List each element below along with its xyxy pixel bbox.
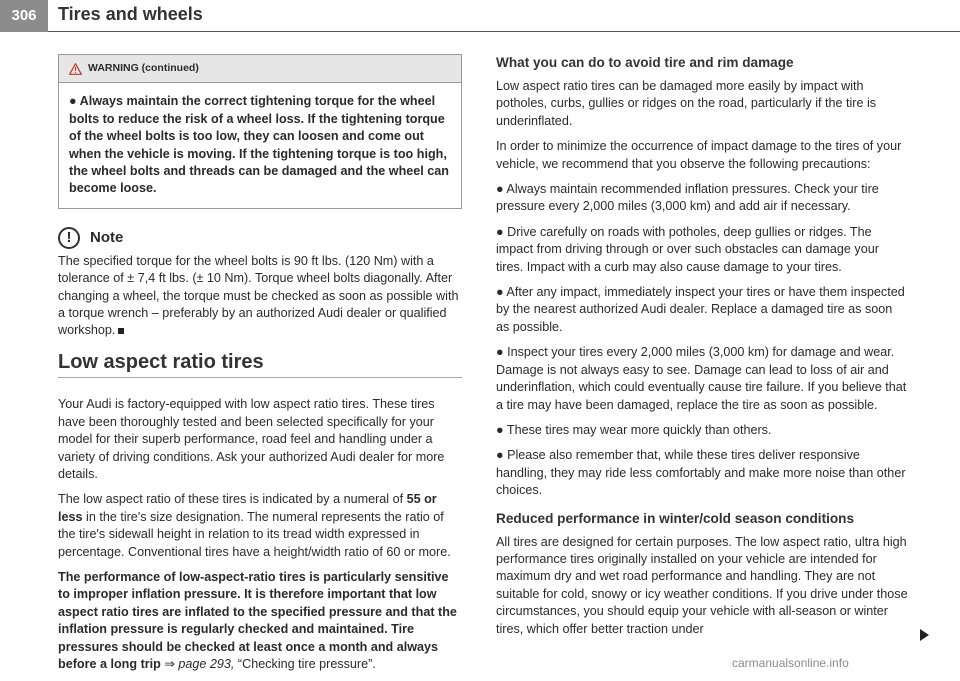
left-column (58, 54, 462, 681)
section-heading-low-aspect: Low aspect ratio tires (58, 354, 462, 378)
warning-triangle-icon (69, 63, 82, 75)
page-header (0, 0, 960, 34)
low-aspect-paragraph-3: The performance of low-aspect-ratio tires is particularly sensitive to improper inflation pressure. It is therefore important that low aspect ratio tires are inflated to the specified pressure and that the inflation pressure is regularly checked and maintained. Tire pressures should be checked at least once a month and always before a long trip ⇒ page 293, “Checking tire pressure”. (58, 569, 457, 671)
avoid-paragraph-2: In order to minimize the occurrence of impact damage to the tires of your vehicle, we recommend that you observe the following precautions: (496, 139, 902, 171)
low-aspect-paragraph-1: Your Audi is factory-equipped with low aspect ratio tires. These tires have been thoroughly tested and been selected specifically for your model for their superb performance, road feel and handling under a variety of driving conditions. Ask your authorized Audi dealer for more details. (58, 397, 445, 481)
note-text: The specified torque for the wheel bolts is 90 ft lbs. (120 Nm) with a tolerance of ± 7,4 ft lbs. (± 10 Nm). Torque wheel bolts diagonally. After changing a wheel, the torque must be checked as soon as possible with a torque wrench – preferably by an authorized Audi dealer or qualified workshop. (58, 253, 459, 338)
right-column (496, 54, 908, 646)
section-heading-avoid-damage: What you can do to avoid tire and rim damage (496, 55, 794, 70)
watermark: carmanualsonline.info (732, 656, 849, 670)
note-exclamation-icon: ! (58, 227, 80, 249)
low-aspect-paragraph-2: The low aspect ratio of these tires is indicated by a numeral of 55 or less in the tire's size designation. The numeral represents the ratio of the tire's sidewall height in relation to its tread width expressed in percentage. Conventional tires have a height/width ratio of 60 or more. (58, 492, 451, 559)
bullet-item: ● Inspect your tires every 2,000 miles (3,000 km) for damage and wear. Damage is not always easy to see. Damage can lead to loss of air and underinflation, which could eventually cause tire failure. If you believe that a tire may have been damaged, replace the tire as soon as possible. (496, 345, 907, 412)
warning-header (59, 55, 461, 83)
header-divider (48, 31, 960, 32)
page-reference-link[interactable]: ⇒ page 293, (160, 656, 235, 671)
note-label: Note (90, 229, 124, 247)
warning-body (59, 83, 461, 207)
bullet-item: ● These tires may wear more quickly than others. (496, 422, 772, 437)
bullet-item: ● Please also remember that, while these tires deliver responsive handling, they may ride less comfortably and make more noise than other choices. (496, 448, 906, 498)
chapter-title: Tires and wheels (58, 4, 203, 24)
bullet-item: ● Always maintain recommended inflation pressures. Check your tire pressure every 2,000 miles (3,000 km) and add air if necessary. (496, 182, 879, 214)
avoid-paragraph-1: Low aspect ratio tires can be damaged more easily by impact with potholes, curbs, gullies or ridges on the road, particularly if the tire is underinflated. (496, 79, 877, 128)
warning-text: ● Always maintain the correct tightening torque for the wheel bolts to reduce the risk of a wheel loss. If the tightening torque of the wheel bolts is too low, they can loosen and come out when the vehicle is moving. If the tightening torque is too high, the wheel bolts and threads can be damaged and the wheel can become loose. (69, 94, 450, 196)
section-heading-winter: Reduced performance in winter/cold season conditions (496, 510, 855, 526)
bullet-item: ● After any impact, immediately inspect your tires or have them inspected by the nearest authorized Audi dealer. Replace a damaged tire as soon as possible. (496, 285, 905, 334)
note-header (58, 227, 462, 249)
warning-box (58, 54, 462, 209)
end-of-section-icon (118, 328, 124, 334)
bullet-item: ● Drive carefully on roads with potholes, deep gullies or ridges. The impact from driving through or over such obstacles can damage your tires. Impact with a curb may also cause damage to your tires. (496, 224, 879, 274)
continue-arrow-icon (920, 629, 929, 641)
page-number: 306 (0, 0, 48, 32)
winter-paragraph-1: All tires are designed for certain purposes. The low aspect ratio, ultra high performance tires originally installed on your vehicle are intended for maximum dry and wet road performance and handling. They are not suitable for cold, snowy or icy weather conditions. If you drive under those circumstances, you should equip your vehicle with all-season or winter tires, which offer better traction under (496, 534, 908, 636)
warning-label: WARNING (continued) (88, 62, 199, 74)
